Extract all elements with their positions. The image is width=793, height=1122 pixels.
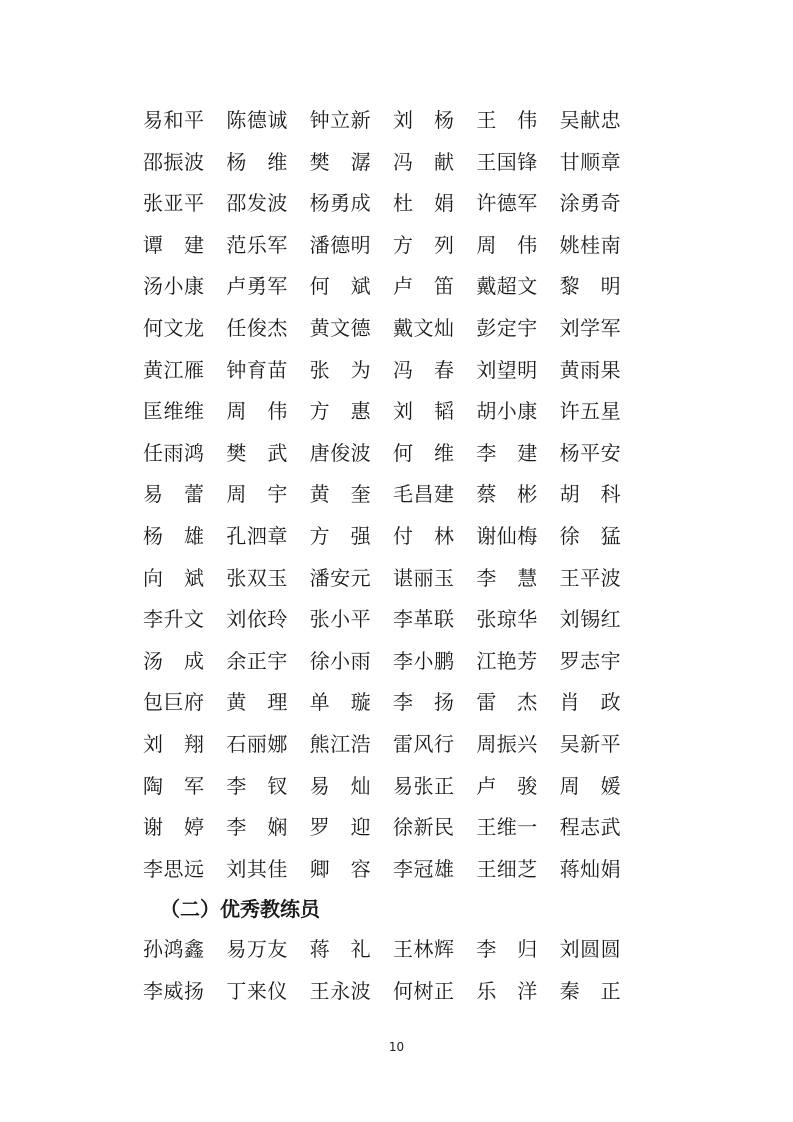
person-name: 吴新平 xyxy=(559,731,622,756)
person-name: 毛昌建 xyxy=(392,482,455,507)
name-row xyxy=(143,724,643,766)
person-name: 蔡 彬 xyxy=(476,482,538,507)
person-name: 涂勇奇 xyxy=(559,191,622,216)
person-name: 易万友 xyxy=(226,937,288,961)
name-row xyxy=(143,266,643,308)
person-name: 易 灿 xyxy=(309,773,372,798)
name-row xyxy=(143,682,643,724)
name-row xyxy=(143,599,643,641)
person-name: 石丽娜 xyxy=(226,731,288,756)
name-row xyxy=(143,308,643,350)
name-row xyxy=(143,516,643,558)
person-name: 黄 理 xyxy=(226,690,288,715)
person-name: 黎 明 xyxy=(559,274,622,299)
name-row xyxy=(143,807,643,849)
name-row xyxy=(143,183,643,225)
person-name: 程志武 xyxy=(559,815,622,840)
person-name: 钟立新 xyxy=(309,108,372,132)
name-row xyxy=(143,433,643,475)
person-name: 何文龙 xyxy=(143,315,205,340)
person-name: 陈德诚 xyxy=(226,108,288,132)
section-heading-coaches: （二）优秀教练员 xyxy=(160,897,320,921)
person-name: 冯 春 xyxy=(392,357,455,382)
name-row xyxy=(143,929,643,971)
person-name: 李威扬 xyxy=(143,978,205,1003)
person-name: 秦 正 xyxy=(559,978,622,1003)
person-name: 邵振波 xyxy=(143,149,205,174)
person-name: 王国锋 xyxy=(476,149,538,174)
person-name: 甘顺章 xyxy=(559,149,622,174)
person-name: 姚桂南 xyxy=(559,232,622,257)
person-name: 黄江雁 xyxy=(143,357,205,382)
person-name: 樊 武 xyxy=(226,440,288,465)
name-row xyxy=(143,142,643,184)
person-name: 刘望明 xyxy=(476,357,538,382)
person-name: 乐 洋 xyxy=(476,978,538,1003)
person-name: 潘德明 xyxy=(309,232,372,257)
person-name: 许五星 xyxy=(559,399,622,424)
person-name: 王平波 xyxy=(559,565,622,590)
person-name: 匡维维 xyxy=(143,399,205,424)
name-row xyxy=(143,558,643,600)
person-name: 卢勇军 xyxy=(226,274,288,299)
person-name: 任俊杰 xyxy=(226,315,288,340)
person-name: 樊 潺 xyxy=(309,149,372,174)
person-name: 雷 杰 xyxy=(476,690,538,715)
person-name: 杨平安 xyxy=(559,440,622,465)
person-name: 谢 婷 xyxy=(143,815,205,840)
person-name: 徐 猛 xyxy=(559,523,622,548)
person-name: 周 媛 xyxy=(559,773,622,798)
name-row xyxy=(143,225,643,267)
person-name: 谭 建 xyxy=(143,232,205,257)
person-name: 徐小雨 xyxy=(309,648,372,673)
person-name: 易和平 xyxy=(143,108,205,132)
athlete-names-list xyxy=(143,100,643,890)
person-name: 单 璇 xyxy=(309,690,372,715)
person-name: 何 斌 xyxy=(309,274,372,299)
person-name: 刘 杨 xyxy=(392,108,455,132)
name-row xyxy=(143,350,643,392)
person-name: 李小鹏 xyxy=(392,648,455,673)
person-name: 黄雨果 xyxy=(559,357,622,382)
person-name: 张琼华 xyxy=(476,607,538,632)
person-name: 胡小康 xyxy=(476,399,538,424)
person-name: 王永波 xyxy=(309,978,372,1003)
person-name: 李革联 xyxy=(392,607,455,632)
person-name: 方 列 xyxy=(392,232,455,257)
person-name: 任雨鸿 xyxy=(143,440,205,465)
person-name: 张亚平 xyxy=(143,191,205,216)
person-name: 刘 韬 xyxy=(392,399,455,424)
person-name: 李 钗 xyxy=(226,773,288,798)
name-row xyxy=(143,100,643,142)
person-name: 周 宇 xyxy=(226,482,288,507)
page-number: 10 xyxy=(388,1040,405,1054)
person-name: 邵发波 xyxy=(226,191,288,216)
person-name: 余正宇 xyxy=(226,648,288,673)
person-name: 丁来仪 xyxy=(226,978,288,1003)
person-name: 杨 维 xyxy=(226,149,288,174)
person-name: 罗志宇 xyxy=(559,648,622,673)
person-name: 张双玉 xyxy=(226,565,288,590)
person-name: 李 建 xyxy=(476,440,538,465)
person-name: 刘锡红 xyxy=(559,607,622,632)
person-name: 卿 容 xyxy=(309,856,372,881)
person-name: 汤 成 xyxy=(143,648,205,673)
person-name: 王 伟 xyxy=(476,108,538,132)
person-name: 方 强 xyxy=(309,523,372,548)
name-row xyxy=(143,766,643,808)
person-name: 刘 翔 xyxy=(143,731,205,756)
person-name: 包巨府 xyxy=(143,690,205,715)
name-row xyxy=(143,641,643,683)
person-name: 李升文 xyxy=(143,607,205,632)
person-name: 蒋灿娟 xyxy=(559,856,622,881)
person-name: 雷风行 xyxy=(392,731,455,756)
person-name: 何树正 xyxy=(392,978,455,1003)
person-name: 张 为 xyxy=(309,357,372,382)
person-name: 杜 娟 xyxy=(392,191,455,216)
person-name: 罗 迎 xyxy=(309,815,372,840)
person-name: 李 娴 xyxy=(226,815,288,840)
person-name: 肖 政 xyxy=(559,690,622,715)
person-name: 李 慧 xyxy=(476,565,538,590)
person-name: 李思远 xyxy=(143,856,205,881)
person-name: 吴献忠 xyxy=(559,108,622,132)
person-name: 李冠雄 xyxy=(392,856,455,881)
person-name: 何 维 xyxy=(392,440,455,465)
person-name: 戴超文 xyxy=(476,274,538,299)
person-name: 王林辉 xyxy=(392,937,455,961)
person-name: 周 伟 xyxy=(476,232,538,257)
person-name: 蒋 礼 xyxy=(309,937,372,961)
person-name: 谌丽玉 xyxy=(392,565,455,590)
person-name: 易 蕾 xyxy=(143,482,205,507)
person-name: 范乐军 xyxy=(226,232,288,257)
person-name: 王维一 xyxy=(476,815,538,840)
person-name: 谢仙梅 xyxy=(476,523,538,548)
person-name: 周 伟 xyxy=(226,399,288,424)
person-name: 刘其佳 xyxy=(226,856,288,881)
person-name: 熊江浩 xyxy=(309,731,372,756)
person-name: 方 惠 xyxy=(309,399,372,424)
person-name: 江艳芳 xyxy=(476,648,538,673)
person-name: 孔泗章 xyxy=(226,523,288,548)
name-row xyxy=(143,849,643,891)
person-name: 李 扬 xyxy=(392,690,455,715)
person-name: 易张正 xyxy=(392,773,455,798)
person-name: 黄 奎 xyxy=(309,482,372,507)
person-name: 唐俊波 xyxy=(309,440,372,465)
person-name: 向 斌 xyxy=(143,565,205,590)
person-name: 杨勇成 xyxy=(309,191,372,216)
name-row xyxy=(143,474,643,516)
person-name: 胡 科 xyxy=(559,482,622,507)
person-name: 许德军 xyxy=(476,191,538,216)
person-name: 付 林 xyxy=(392,523,455,548)
person-name: 刘圆圆 xyxy=(559,937,622,961)
person-name: 彭定宇 xyxy=(476,315,538,340)
person-name: 杨 雄 xyxy=(143,523,205,548)
person-name: 孙鸿鑫 xyxy=(143,937,205,961)
name-row xyxy=(143,971,643,1013)
person-name: 卢 笛 xyxy=(392,274,455,299)
person-name: 钟育苗 xyxy=(226,357,288,382)
person-name: 陶 军 xyxy=(143,773,205,798)
person-name: 汤小康 xyxy=(143,274,205,299)
person-name: 徐新民 xyxy=(392,815,455,840)
person-name: 王细芝 xyxy=(476,856,538,881)
person-name: 张小平 xyxy=(309,607,372,632)
person-name: 李 归 xyxy=(476,937,538,961)
person-name: 周振兴 xyxy=(476,731,538,756)
person-name: 刘依玲 xyxy=(226,607,288,632)
name-row xyxy=(143,391,643,433)
person-name: 刘学军 xyxy=(559,315,622,340)
coach-names-list xyxy=(143,929,643,1012)
person-name: 冯 献 xyxy=(392,149,455,174)
person-name: 戴文灿 xyxy=(392,315,455,340)
person-name: 卢 骏 xyxy=(476,773,538,798)
person-name: 潘安元 xyxy=(309,565,372,590)
person-name: 黄文德 xyxy=(309,315,372,340)
